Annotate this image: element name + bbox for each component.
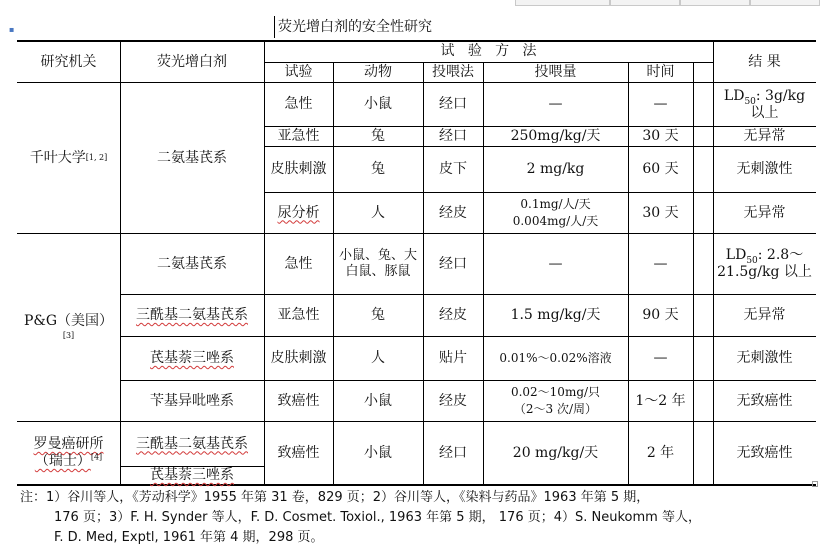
strip-cell — [515, 0, 610, 6]
cell-animal: 人 — [371, 204, 385, 221]
cell-test: 亚急性 — [277, 128, 320, 144]
col-rule-7 — [693, 62, 694, 486]
cell-agent — [120, 422, 264, 466]
cell-dose: — — [548, 255, 563, 272]
cell-time: 1～2 年 — [635, 392, 686, 409]
document-title: 荧光增白剂的安全性研究 — [274, 16, 432, 38]
cell-route: 经皮 — [439, 392, 467, 409]
footnote-line: 注：1）谷川等人，《芳动科学》1955 年第 31 卷，829 页；2）谷川等人，《染料与药品》1963 年第 5 期， — [20, 490, 650, 505]
cell-test: 皮肤刺激 — [270, 350, 327, 366]
cell-test: 亚急性 — [277, 307, 320, 323]
cell-agent — [120, 337, 264, 380]
cell-time: 60 天 — [642, 161, 679, 177]
cell-agent — [120, 467, 264, 484]
cell-time: 30 天 — [642, 128, 679, 144]
header-dose: 投喂量 — [534, 64, 577, 80]
result-prefix: LD — [725, 247, 747, 263]
cell-dose: 20 mg/kg/天 — [512, 444, 599, 461]
header-result: 结 果 — [748, 53, 781, 70]
corner-marker-icon — [812, 481, 818, 487]
cell-animal: 兔 — [371, 307, 385, 323]
cell-agent — [120, 295, 264, 336]
header-animal: 动物 — [364, 64, 392, 80]
cell-test: 急性 — [284, 96, 313, 112]
header-test: 试验 — [284, 64, 313, 80]
cell-time: 90 天 — [642, 307, 679, 323]
cell-test: 致癌性 — [277, 444, 320, 461]
reference-mark: [4] — [90, 452, 103, 462]
cell-dose: 0.1mg/人/天 0.004mg/人/天 — [512, 197, 599, 228]
result-suffix: : 2.8～21.5g/kg 以上 — [717, 247, 812, 280]
cell-agent — [120, 234, 264, 294]
cell-animal: 兔 — [371, 128, 385, 144]
cell-time: — — [653, 350, 668, 366]
cell-test: 致癌性 — [277, 392, 320, 409]
cell-agent — [120, 381, 264, 421]
window-top-strip — [0, 0, 831, 6]
cell-dose: 1.5 mg/kg/天 — [510, 307, 601, 323]
agent-name: 三酰基二氨基芪系 — [136, 435, 248, 452]
test-label: 尿分析 — [277, 204, 320, 221]
cell-animal: 小鼠 — [364, 444, 392, 461]
reference-mark: [3] — [62, 331, 75, 340]
institution-name: P&G（美国） — [23, 313, 114, 329]
result-subscript: 50 — [746, 255, 758, 266]
cell-dose: 250mg/kg/天 — [510, 128, 601, 144]
header-route: 投喂法 — [432, 64, 474, 80]
cell-result — [713, 234, 816, 294]
cell-route: 经皮 — [439, 307, 467, 323]
footnote-line: 176 页；3）F. H. Synder 等人，F. D. Cosmet. Toxiol., 1963 年第 5 期， 176 页；4）S. Neukomm 等人， — [54, 510, 701, 525]
strip-cell — [750, 0, 820, 6]
footnotes — [20, 488, 810, 548]
strip-cell — [680, 0, 750, 6]
cell-animal: 小鼠 — [364, 392, 392, 409]
result-suffix: : 3g/kg 以上 — [750, 87, 806, 121]
cell-route: 经口 — [439, 96, 467, 112]
cell-time: 30 天 — [642, 204, 679, 221]
cell-result: 无刺激性 — [736, 161, 793, 177]
cell-test — [264, 193, 333, 233]
agent-name: 三酰基二氨基芪系 — [136, 307, 248, 323]
cell-route: 经口 — [439, 255, 467, 272]
header-institution: 研究机关 — [40, 53, 97, 70]
cell-route: 贴片 — [439, 350, 467, 366]
agent-name: 芪基萘三唑系 — [150, 350, 234, 366]
cell-route: 经口 — [439, 128, 467, 144]
cell-animal: 兔 — [371, 161, 385, 177]
agent-name: 二氨基芪系 — [157, 255, 227, 272]
cell-route: 皮下 — [439, 161, 467, 177]
cell-result — [713, 83, 816, 126]
header-agent: 荧光增白剂 — [157, 53, 227, 70]
institution-name: 罗曼癌研所（瑞士） — [33, 436, 104, 469]
header-time: 时间 — [646, 64, 675, 80]
agent-name: 二氨基芪系 — [157, 149, 227, 166]
institution-name: 千叶大学 — [29, 149, 86, 166]
group1-institution: 千叶大学 [1, 2] — [29, 149, 108, 166]
cell-result: 无致癌性 — [736, 392, 793, 409]
strip-cell — [610, 0, 680, 6]
cell-result: 无异常 — [743, 307, 786, 323]
cell-result: 无异常 — [743, 128, 786, 144]
cell-animal: 人 — [371, 350, 385, 366]
cell-time: 2 年 — [646, 444, 675, 461]
group2-institution — [17, 234, 120, 421]
cell-dose: 0.01%～0.02%溶液 — [499, 351, 612, 365]
cell-result: 无异常 — [743, 204, 786, 221]
footnote-line: F. D. Med, Exptl, 1961 年第 4 期，298 页。 — [54, 530, 324, 545]
cell-result: 无致癌性 — [736, 444, 793, 461]
agent-name: 芪基萘三唑系 — [150, 467, 234, 483]
paragraph-marker-icon: ▪ — [9, 25, 15, 34]
cell-dose: 0.02～10mg/只 （2～3 次/周） — [510, 385, 601, 416]
cell-test: 急性 — [284, 255, 313, 272]
group1-agent — [120, 83, 264, 233]
cell-result: 无刺激性 — [736, 350, 793, 366]
cell-test: 皮肤刺激 — [270, 161, 327, 177]
header-method-group: 试 验 方 法 — [440, 43, 537, 59]
cell-route: 经口 — [439, 444, 467, 461]
cell-dose: 2 mg/kg — [526, 161, 585, 177]
cell-animal: 小鼠、兔、大白鼠、豚鼠 — [338, 248, 417, 279]
cell-animal: 小鼠 — [364, 96, 392, 112]
agent-name: 苄基异吡唑系 — [150, 392, 234, 409]
cell-time: — — [653, 96, 668, 112]
group3-institution — [17, 422, 120, 484]
safety-study-table — [17, 40, 816, 486]
cell-dose: — — [548, 96, 563, 112]
table-border-bottom — [17, 484, 816, 486]
result-prefix: LD — [723, 87, 745, 104]
cell-route: 经皮 — [439, 204, 467, 221]
cell-time: — — [653, 255, 668, 272]
result-subscript: 50 — [744, 96, 756, 107]
